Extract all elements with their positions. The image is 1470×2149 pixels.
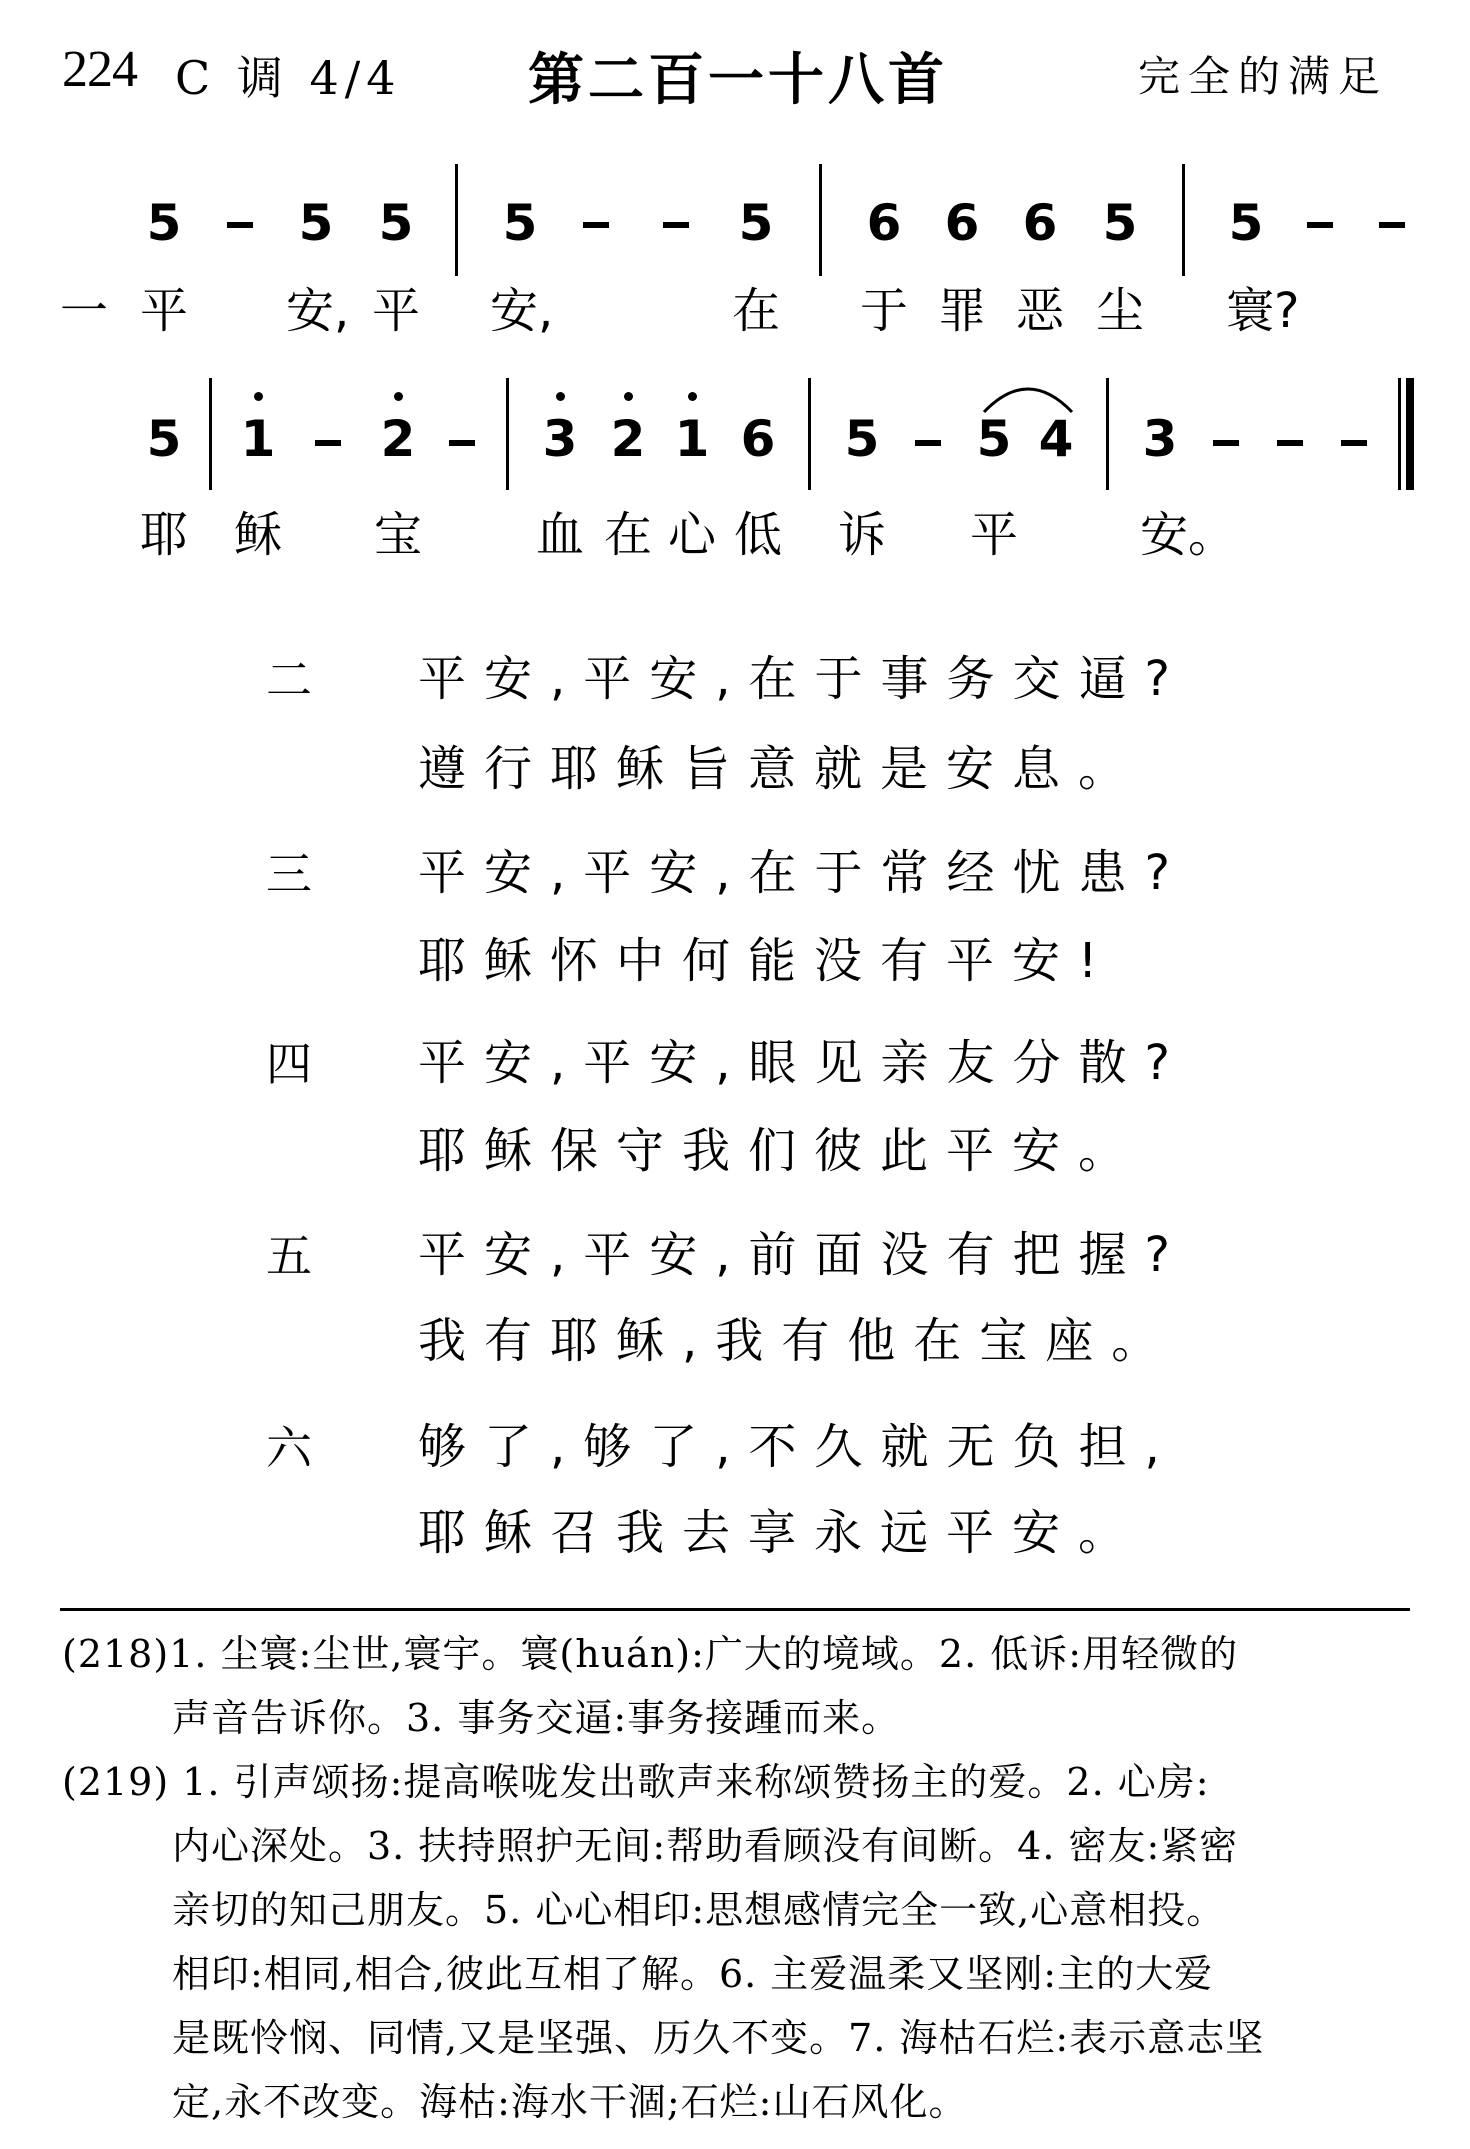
note: 5 — [1228, 194, 1264, 252]
lyric: 平 — [139, 283, 188, 339]
note: 5 — [502, 194, 538, 252]
verse-line: 够了,够了,不久就无负担, — [418, 1419, 1178, 1475]
note: 1 — [674, 410, 710, 468]
note: 5 — [738, 194, 774, 252]
dash — [227, 222, 253, 228]
barline — [506, 378, 509, 490]
hymn-title: 第二百一十八首 — [528, 48, 948, 113]
note: 4 — [1038, 410, 1074, 468]
verse-line: 平安,平安,在于事务交逼? — [418, 651, 1188, 707]
lyric: 罪 — [937, 283, 986, 339]
note: 5 — [146, 194, 182, 252]
note: 1 — [240, 410, 276, 468]
note: 5 — [844, 410, 880, 468]
lyric: 平 — [371, 283, 420, 339]
dash — [1213, 440, 1239, 446]
key-signature: C 调 4/4 — [175, 51, 402, 105]
verse-line: 平安,平安,在于常经忧患? — [418, 845, 1188, 901]
note: 5 — [976, 410, 1012, 468]
note: 5 — [1102, 194, 1138, 252]
high-octave-dot — [254, 392, 263, 401]
dash — [449, 440, 475, 446]
note: 6 — [740, 410, 776, 468]
verse-line: 耶稣怀中何能没有平安! — [418, 933, 1116, 989]
verse-line: 我有耶稣,我有他在宝座。 — [418, 1313, 1178, 1369]
lyric: 宝 — [373, 507, 422, 563]
hymn-number: 224 — [62, 41, 137, 98]
lyric: 平 — [969, 507, 1018, 563]
dash — [1277, 440, 1303, 446]
high-octave-dot — [688, 392, 697, 401]
dash — [1379, 222, 1405, 228]
verse-number: 五 — [266, 1229, 312, 1283]
dash — [663, 222, 689, 228]
lyric: 恶 — [1015, 283, 1064, 339]
barline — [209, 378, 212, 490]
dash — [915, 440, 941, 446]
lyric: 稣 — [233, 507, 282, 563]
lyric: 在 — [603, 507, 652, 563]
note: 6 — [866, 194, 902, 252]
footnote-line: 声音告诉你。3. 事务交逼:事务接踵而来。 — [172, 1696, 901, 1740]
lyric: 安, — [286, 283, 350, 339]
footnote-line: (219) 1. 引声颂扬:提高喉咙发出歌声来称颂赞扬主的爱。2. 心房: — [62, 1760, 1210, 1804]
barline — [1182, 164, 1185, 276]
high-octave-dot — [394, 392, 403, 401]
lyric: 在 — [731, 283, 780, 339]
footnote-line: 内心深处。3. 扶持照护无间:帮助看顾没有间断。4. 密友:紧密 — [172, 1824, 1239, 1868]
note: 5 — [378, 194, 414, 252]
final-barline-thick — [1406, 378, 1414, 490]
lyric: 低 — [733, 507, 782, 563]
note: 5 — [146, 410, 182, 468]
verse-number: 四 — [266, 1037, 312, 1091]
note: 3 — [1142, 410, 1178, 468]
dash — [315, 440, 341, 446]
footnote-line: 定,永不改变。海枯:海水干涸;石烂:山石风化。 — [172, 2080, 968, 2124]
lyric: 于 — [859, 283, 908, 339]
lyric: 安。 — [1140, 507, 1237, 563]
lyric: 耶 — [139, 507, 188, 563]
lyric: 诉 — [837, 507, 886, 563]
lyric: 安, — [490, 283, 554, 339]
verse-line: 平安,平安,前面没有把握? — [418, 1227, 1188, 1283]
note: 6 — [1022, 194, 1058, 252]
dash — [1341, 440, 1367, 446]
hymn-subtitle: 完全的满足 — [1138, 52, 1389, 101]
verse-line: 平安,平安,眼见亲友分散? — [418, 1035, 1188, 1091]
dash — [1307, 222, 1333, 228]
lyric: 尘 — [1095, 283, 1144, 339]
verse-line: 遵行耶稣旨意就是安息。 — [418, 741, 1145, 797]
note: 3 — [542, 410, 578, 468]
high-octave-dot — [556, 392, 565, 401]
barline — [808, 378, 811, 490]
footnote-line: 相印:相同,相合,彼此互相了解。6. 主爱温柔又坚刚:主的大爱 — [172, 1952, 1214, 1996]
barline — [819, 164, 822, 276]
verse-number: 六 — [266, 1421, 312, 1475]
lyric: 寰? — [1226, 283, 1300, 339]
footnote-line: 是既怜悯、同情,又是坚强、历久不变。7. 海枯石烂:表示意志坚 — [172, 2016, 1265, 2060]
note: 2 — [380, 410, 416, 468]
high-octave-dot — [624, 392, 633, 401]
lyric: 一 — [59, 283, 108, 339]
final-barline-thin — [1398, 378, 1401, 490]
footnote-divider — [60, 1608, 1410, 1611]
verse-number: 三 — [266, 847, 312, 901]
verse-line: 耶稣保守我们彼此平安。 — [418, 1123, 1145, 1179]
barline — [1106, 378, 1109, 490]
note: 5 — [298, 194, 334, 252]
lyric: 心 — [667, 507, 716, 563]
verse-line: 耶稣召我去享永远平安。 — [418, 1505, 1145, 1561]
barline — [455, 164, 458, 276]
verse-number: 二 — [266, 653, 312, 707]
lyric: 血 — [535, 507, 584, 563]
dash — [583, 222, 609, 228]
footnote-line: (218)1. 尘寰:尘世,寰宇。寰(huán):广大的境域。2. 低诉:用轻微的 — [62, 1632, 1239, 1676]
footnote-line: 亲切的知己朋友。5. 心心相印:思想感情完全一致,心意相投。 — [172, 1888, 1226, 1932]
note: 6 — [944, 194, 980, 252]
note: 2 — [610, 410, 646, 468]
